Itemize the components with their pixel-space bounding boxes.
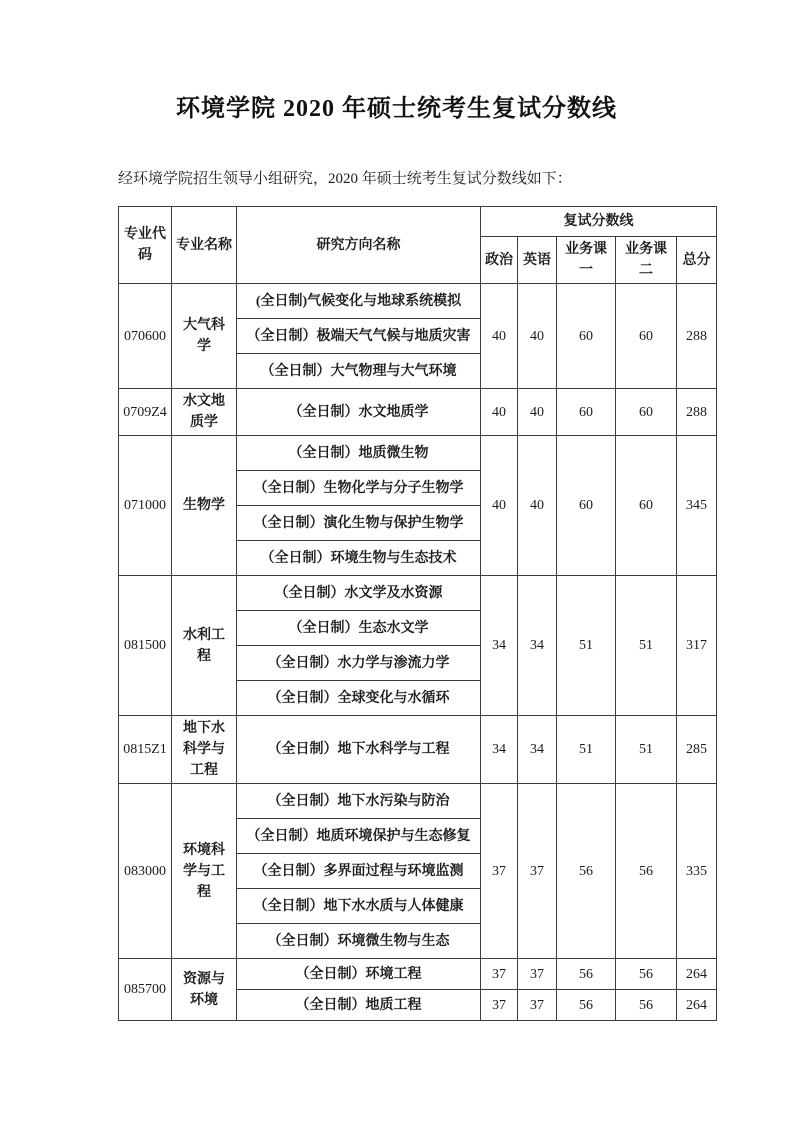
score-cell-total: 317 bbox=[677, 576, 717, 716]
table-row bbox=[119, 959, 717, 990]
direction-cell: （全日制）环境微生物与生态 bbox=[237, 924, 481, 959]
header-english: 英语 bbox=[518, 237, 557, 284]
direction-cell: （全日制）地下水科学与工程 bbox=[237, 716, 481, 784]
score-table bbox=[118, 206, 717, 1021]
score-cell-course2: 56 bbox=[616, 959, 677, 990]
score-cell-english: 37 bbox=[518, 990, 557, 1021]
header-course2: 业务课二 bbox=[616, 237, 677, 284]
score-cell-total: 345 bbox=[677, 436, 717, 576]
score-cell-english: 40 bbox=[518, 284, 557, 389]
score-cell-politics: 40 bbox=[481, 284, 518, 389]
spec-name-cell: 环境科学与工程 bbox=[172, 784, 237, 959]
header-direction: 研究方向名称 bbox=[237, 207, 481, 284]
score-cell-course1: 60 bbox=[557, 284, 616, 389]
table-row bbox=[119, 716, 717, 784]
page-title: 环境学院 2020 年硕士统考生复试分数线 bbox=[176, 96, 617, 122]
table-row bbox=[119, 784, 717, 819]
score-cell-politics: 37 bbox=[481, 784, 518, 959]
table-header-row-1 bbox=[119, 207, 717, 237]
direction-cell: （全日制）地质环境保护与生态修复 bbox=[237, 819, 481, 854]
spec-name-cell: 水文地质学 bbox=[172, 389, 237, 436]
score-cell-english: 40 bbox=[518, 389, 557, 436]
score-cell-course2: 51 bbox=[616, 576, 677, 716]
score-cell-english: 37 bbox=[518, 784, 557, 959]
score-cell-course1: 56 bbox=[557, 784, 616, 959]
spec-code-cell: 0709Z4 bbox=[119, 389, 172, 436]
header-code: 专业代码 bbox=[119, 207, 172, 284]
direction-cell: （全日制）环境工程 bbox=[237, 959, 481, 990]
spec-code-cell: 0815Z1 bbox=[119, 716, 172, 784]
score-cell-english: 34 bbox=[518, 576, 557, 716]
direction-cell: （全日制）地下水水质与人体健康 bbox=[237, 889, 481, 924]
score-cell-total: 264 bbox=[677, 959, 717, 990]
score-cell-politics: 37 bbox=[481, 959, 518, 990]
score-cell-course2: 51 bbox=[616, 716, 677, 784]
spec-code-cell: 081500 bbox=[119, 576, 172, 716]
spec-name-cell: 水利工程 bbox=[172, 576, 237, 716]
spec-code-cell: 083000 bbox=[119, 784, 172, 959]
score-cell-english: 34 bbox=[518, 716, 557, 784]
spec-name-cell: 地下水科学与工程 bbox=[172, 716, 237, 784]
direction-cell: （全日制）大气物理与大气环境 bbox=[237, 354, 481, 389]
score-cell-course1: 51 bbox=[557, 576, 616, 716]
score-cell-course1: 56 bbox=[557, 959, 616, 990]
direction-cell: （全日制）演化生物与保护生物学 bbox=[237, 506, 481, 541]
spec-code-cell: 071000 bbox=[119, 436, 172, 576]
direction-cell: （全日制）地质工程 bbox=[237, 990, 481, 1021]
score-cell-politics: 40 bbox=[481, 436, 518, 576]
score-cell-politics: 34 bbox=[481, 716, 518, 784]
direction-cell: （全日制）地下水污染与防治 bbox=[237, 784, 481, 819]
spec-name-cell: 资源与环境 bbox=[172, 959, 237, 1021]
spec-code-cell: 085700 bbox=[119, 959, 172, 1021]
score-cell-politics: 37 bbox=[481, 990, 518, 1021]
score-cell-course1: 56 bbox=[557, 990, 616, 1021]
score-cell-course2: 60 bbox=[616, 436, 677, 576]
table-row bbox=[119, 436, 717, 471]
table-row bbox=[119, 284, 717, 319]
header-total: 总分 bbox=[677, 237, 717, 284]
direction-cell: （全日制）生物化学与分子生物学 bbox=[237, 471, 481, 506]
score-cell-course2: 60 bbox=[616, 389, 677, 436]
score-cell-course1: 60 bbox=[557, 436, 616, 576]
direction-cell: （全日制）极端天气气候与地质灾害 bbox=[237, 319, 481, 354]
spec-name-cell: 生物学 bbox=[172, 436, 237, 576]
score-cell-course1: 60 bbox=[557, 389, 616, 436]
direction-cell: （全日制）环境生物与生态技术 bbox=[237, 541, 481, 576]
score-cell-total: 264 bbox=[677, 990, 717, 1021]
direction-cell: （全日制）全球变化与水循环 bbox=[237, 681, 481, 716]
direction-cell: （全日制）水力学与渗流力学 bbox=[237, 646, 481, 681]
score-cell-total: 288 bbox=[677, 389, 717, 436]
direction-cell: （全日制）地质微生物 bbox=[237, 436, 481, 471]
header-name: 专业名称 bbox=[172, 207, 237, 284]
score-cell-total: 335 bbox=[677, 784, 717, 959]
spec-name-cell: 大气科学 bbox=[172, 284, 237, 389]
table-row bbox=[119, 576, 717, 611]
table-row bbox=[119, 389, 717, 436]
score-cell-course2: 56 bbox=[616, 784, 677, 959]
direction-cell: （全日制）多界面过程与环境监测 bbox=[237, 854, 481, 889]
spec-code-cell: 070600 bbox=[119, 284, 172, 389]
direction-cell: （全日制）水文学及水资源 bbox=[237, 576, 481, 611]
score-cell-total: 285 bbox=[677, 716, 717, 784]
score-cell-english: 40 bbox=[518, 436, 557, 576]
score-cell-course2: 56 bbox=[616, 990, 677, 1021]
score-cell-course1: 51 bbox=[557, 716, 616, 784]
header-politics: 政治 bbox=[481, 237, 518, 284]
header-scores-group: 复试分数线 bbox=[481, 207, 717, 237]
direction-cell: （全日制）生态水文学 bbox=[237, 611, 481, 646]
header-course1: 业务课一 bbox=[557, 237, 616, 284]
score-cell-english: 37 bbox=[518, 959, 557, 990]
intro-paragraph: 经环境学院招生领导小组研究，2020 年硕士统考生复试分数线如下： bbox=[118, 171, 572, 187]
direction-cell: (全日制)气候变化与地球系统模拟 bbox=[237, 284, 481, 319]
score-cell-politics: 34 bbox=[481, 576, 518, 716]
score-cell-politics: 40 bbox=[481, 389, 518, 436]
score-cell-total: 288 bbox=[677, 284, 717, 389]
score-cell-course2: 60 bbox=[616, 284, 677, 389]
direction-cell: （全日制）水文地质学 bbox=[237, 389, 481, 436]
